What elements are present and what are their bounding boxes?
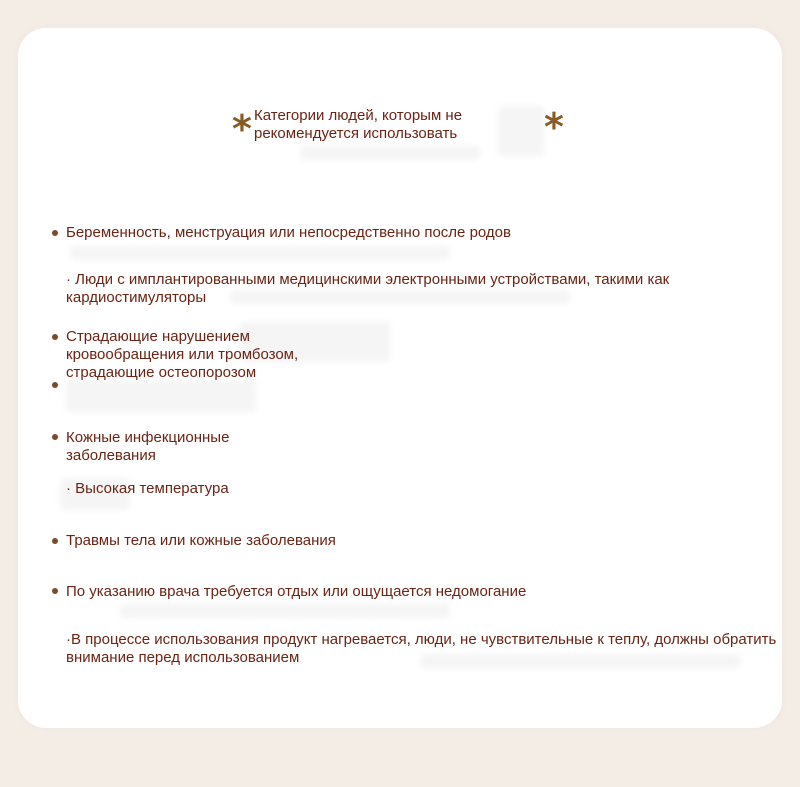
bullet-icon xyxy=(52,382,58,388)
list-item: Травмы тела или кожные заболевания xyxy=(66,532,336,549)
list-item: · Высокая температура xyxy=(66,480,229,497)
bullet-icon xyxy=(52,434,58,440)
bullet-icon xyxy=(52,588,58,594)
list-item: По указанию врача требуется отдых или ощущается недомогание xyxy=(66,583,527,600)
bullet-icon xyxy=(52,538,58,544)
list-item: · Люди с имплантированными медицинскими электронными устройствами, такими как кардиостимуляторы xyxy=(66,271,670,306)
list-item: Страдающие нарушением кровообращения или тромбозом, страдающие остеопорозом xyxy=(66,328,299,381)
bullet-icon xyxy=(52,230,58,236)
asterisk-icon: * xyxy=(232,107,252,151)
bullet-icon xyxy=(52,334,58,340)
list-item: Беременность, менструация или непосредственно после родов xyxy=(66,224,511,241)
list-item: Кожные инфекционные заболевания xyxy=(66,429,230,464)
asterisk-icon: * xyxy=(544,105,564,149)
list-item: ·В процессе использования продукт нагревается, люди, не чувствительные к теплу, должны обратить внимание перед использованием xyxy=(66,631,777,666)
section-title: Категории людей, которым не рекомендуется использовать xyxy=(254,107,463,142)
